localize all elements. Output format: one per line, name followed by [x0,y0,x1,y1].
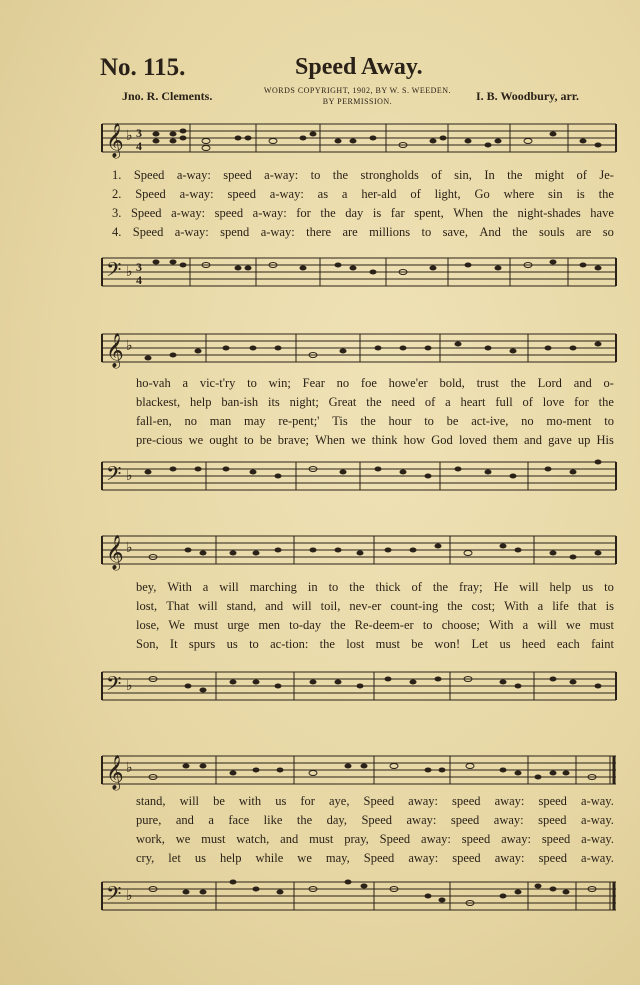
svg-text:4: 4 [136,139,142,153]
svg-text:𝄢: 𝄢 [106,884,122,910]
copyright-notice: WORDS COPYRIGHT, 1902, BY W. S. WEEDEN. BY PERMISSION. [263,86,452,106]
verse-line: 3. Speed a-way: speed a-way: for the day is far spent, When the night-shades have [112,206,614,220]
arranger: I. B. Woodbury, arr. [476,89,580,103]
bass-staff [98,450,620,500]
svg-text:𝄢: 𝄢 [106,674,122,700]
bass-staff [98,870,620,930]
verse-line: blackest, help ban-ish its night; Great the need of a heart full of love for the [136,395,614,409]
svg-text:𝄢: 𝄢 [106,464,122,490]
verse-line: Son, It spurs us to ac-tion: the lost must be won! Let us heed each faint [136,637,614,651]
svg-text:♭: ♭ [126,129,133,144]
verse-line: pre-cious we ought to be brave; When we think how God loved them and gave up His [136,433,614,447]
svg-text:♭: ♭ [126,761,133,776]
svg-text:𝄞: 𝄞 [106,536,124,569]
treble-staff [98,520,620,580]
svg-text:3: 3 [136,260,142,274]
verse-line: stand, will be with us for aye, Speed away: speed away: speed a-way. [136,794,614,808]
svg-text:4: 4 [136,273,142,287]
verse-line: 4. Speed a-way: spend a-way: there are millions to save, And the souls are so [112,225,614,239]
svg-text:𝄞: 𝄞 [106,756,124,789]
svg-text:𝄞: 𝄞 [106,124,124,157]
svg-text:♭: ♭ [126,679,133,694]
verse-line: 1. Speed a-way: speed a-way: to the strongholds of sin, In the might of Je- [112,168,614,182]
svg-text:♭: ♭ [126,541,133,556]
verse-line: cry, let us help while we may, Speed away: speed away: speed a-way. [136,851,614,865]
svg-text:♭: ♭ [126,469,133,484]
bass-staff [98,660,620,710]
verse-line: lose, We must urge men to-day the Re-deem-er to choose; With a will we must [136,618,614,632]
verse-line: fall-en, no man may re-pent;' Tis the hour to be act-ive, no mo-ment to [136,414,614,428]
hymn-number: No. 115. [100,54,186,81]
treble-staff [98,108,620,168]
svg-text:♭: ♭ [126,889,133,904]
svg-text:♭: ♭ [126,339,133,354]
svg-text:3: 3 [136,126,142,140]
svg-text:♭: ♭ [126,265,133,280]
hymn-title: Speed Away. [295,54,423,80]
verse-line: work, we must watch, and must pray, Speed away: speed away: speed a-way. [136,832,614,846]
verse-line: bey, With a will marching in to the thick of the fray; He will help us to [136,580,614,594]
treble-staff [98,318,620,378]
verse-line: lost, That will stand, and will toil, nev-er count-ing the cost; With a life that is [136,599,614,613]
verse-line: 2. Speed a-way: speed a-way: as a her-ald of light, Go where sin is the [112,187,614,201]
verse-line: ho-vah a vic-t'ry to win; Fear no foe howe'er bold, trust the Lord and o- [136,376,614,390]
svg-text:𝄞: 𝄞 [106,334,124,367]
treble-staff [98,740,620,800]
verse-line: pure, and a face like the day, Speed away: speed away: speed a-way. [136,813,614,827]
bass-staff [98,246,620,296]
lyricist: Jno. R. Clements. [122,89,213,103]
svg-text:𝄢: 𝄢 [106,260,122,286]
